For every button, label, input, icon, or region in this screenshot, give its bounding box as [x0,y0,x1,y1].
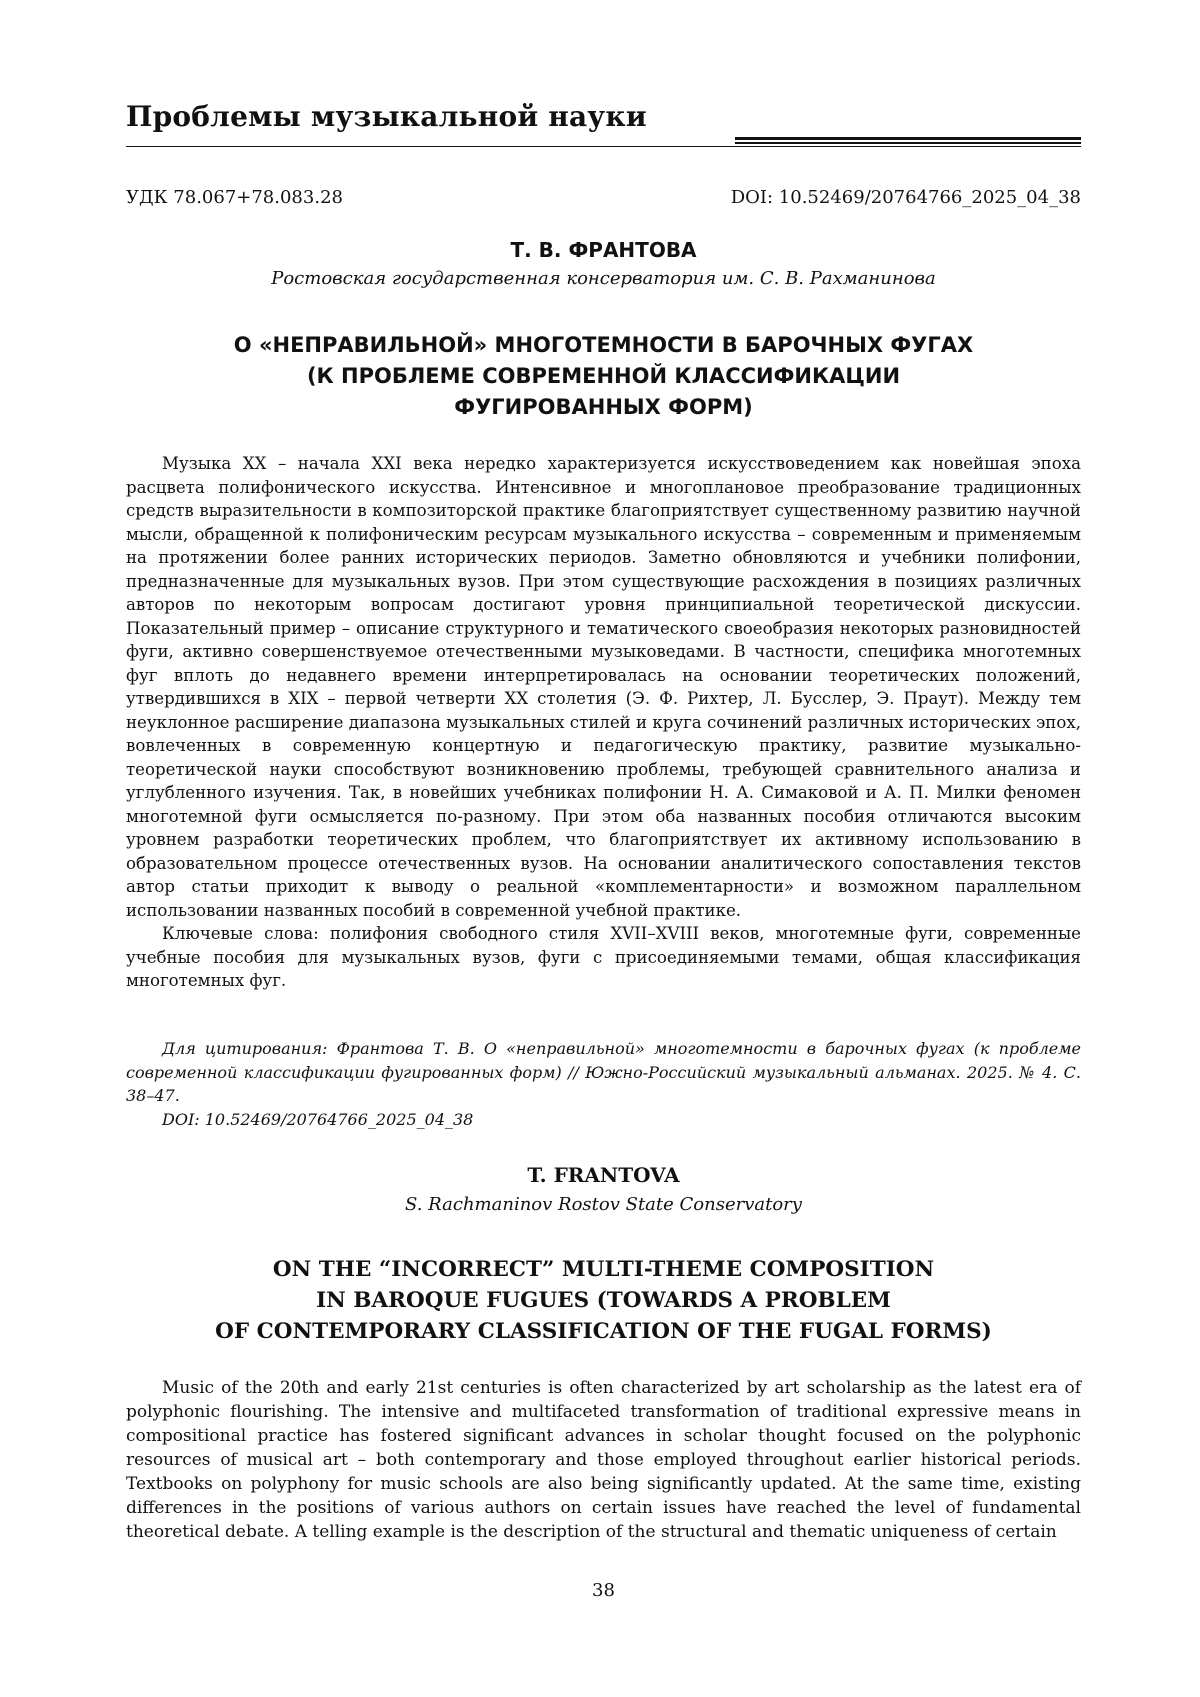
abstract-en-text: Music of the 20th and early 21st centuries is often characterized by art scholarship as the latest era of polyphonic flourishing. The intensive and multifaceted transformation of traditional expressive means in compositional practice has fostered significant advances in scholar thought focused on the polyphonic resources of musical art – both contemporary and those employed throughout earlier historical periods. Textbooks on polyphony for music schools are also being significantly updated. At the same time, existing differences in the positions of various authors on certain issues have reached the level of fundamental theoretical debate. A telling example is the description of the structural and thematic uniqueness of certain [126,1378,1081,1542]
author-ru: Т. В. ФРАНТОВА [510,238,697,262]
doi-header: DOI: 10.52469/20764766_2025_04_38 [730,187,1081,208]
header-rule-thin [126,146,1081,147]
abstract-ru [126,452,1081,993]
author-en: T. FRANTOVA [527,1163,680,1187]
udk-code: УДК 78.067+78.083.28 [126,187,343,208]
title-ru-line: (К ПРОБЛЕМЕ СОВРЕМЕННОЙ КЛАССИФИКАЦИИ [306,364,901,388]
citation-block [126,1037,1081,1131]
title-en-line: ON THE “INCORRECT” MULTI-THEME COMPOSITION [272,1257,935,1282]
article-title-ru [126,330,1081,423]
abstract-ru-text: Музыка XX – начала XXI века нередко характеризуется искусствоведением как новейшая эпоха расцвета полифонического искусства. Интенсивное и многоплановое преобразование традиционных средств выразительности в композиторской практике благоприятствует существенному развитию научной мысли, обращенной к полифоническим ресурсам музыкального искусства – современным и применяемым на протяжении более ранних исторических периодов. Заметно обновляются и учебники полифонии, предназначенные для музыкальных вузов. При этом существующие расхождения в позициях различных авторов по некоторым вопросам достигают уровня принципиальной теоретической дискуссии. Показательный пример – описание структурного и тематического своеобразия некоторых разновидностей фуги, активно совершенствуемое отечественными музыковедами. В частности, специфика многотемных фуг вплоть до недавнего времени интерпретировалась на основании теоретических положений, утвердившихся в XIX – первой четверти XX столетия (Э. Ф. Рихтер, Л. Бусслер, Э. Праут). Между тем неуклонное расширение диапазона музыкальных стилей и круга сочинений различных исторических эпох, вовлеченных в современную концертную и педагогическую практику, развитие музыкально-теоретической науки способствуют возникновению проблемы, требующей сравнительного анализа и углубленного изучения. Так, в новейших учебниках полифонии Н. А. Симаковой и А. П. Милки феномен многотемной фуги осмысляется по-разному. При этом оба названных пособия отличаются высоким уровнем разработки теоретических проблем, что благоприятствует их активному использованию в образовательном процессе отечественных вузов. На основании аналитического сопоставления текстов автор статьи приходит к выводу о реальной «комплементарности» и возможном параллельном использовании названных пособий в современной учебной практике. [126,454,1081,920]
abstract-en [126,1376,1081,1544]
meta-row [126,187,1081,208]
affiliation-ru: Ростовская государственная консерватория им. С. В. Рахманинова [271,268,936,289]
citation-text: Для цитирования: Франтова Т. В. О «неправильной» многотемности в барочных фугах (к проблеме современной классификации фугированных форм) // Южно-Российский музыкальный альманах. 2025. № 4. С. 38–47. [126,1039,1081,1105]
affiliation-en: S. Rachmaninov Rostov State Conservatory [405,1194,802,1215]
title-ru-line: ФУГИРОВАННЫХ ФОРМ) [454,395,753,419]
article-title-en [126,1254,1081,1347]
journal-title: Проблемы музыкальной науки [126,100,647,133]
title-en-line: OF CONTEMPORARY CLASSIFICATION OF THE FUGAL FORMS) [215,1319,992,1344]
keywords-ru: Ключевые слова: полифония свободного стиля XVII–XVIII веков, многотемные фуги, современные учебные пособия для музыкальных вузов, фуги с присоединяемыми темами, общая классификация многотемных фуг. [126,924,1081,990]
page-number: 38 [592,1580,615,1601]
citation-doi: DOI: 10.52469/20764766_2025_04_38 [162,1109,474,1129]
header-rule-thick [735,137,1081,140]
title-en-line: IN BAROQUE FUGUES (TOWARDS A PROBLEM [316,1288,891,1313]
header-rule-thick-lower [735,142,1081,144]
title-ru-line: О «НЕПРАВИЛЬНОЙ» МНОГОТЕМНОСТИ В БАРОЧНЫХ ФУГАХ [233,333,974,357]
